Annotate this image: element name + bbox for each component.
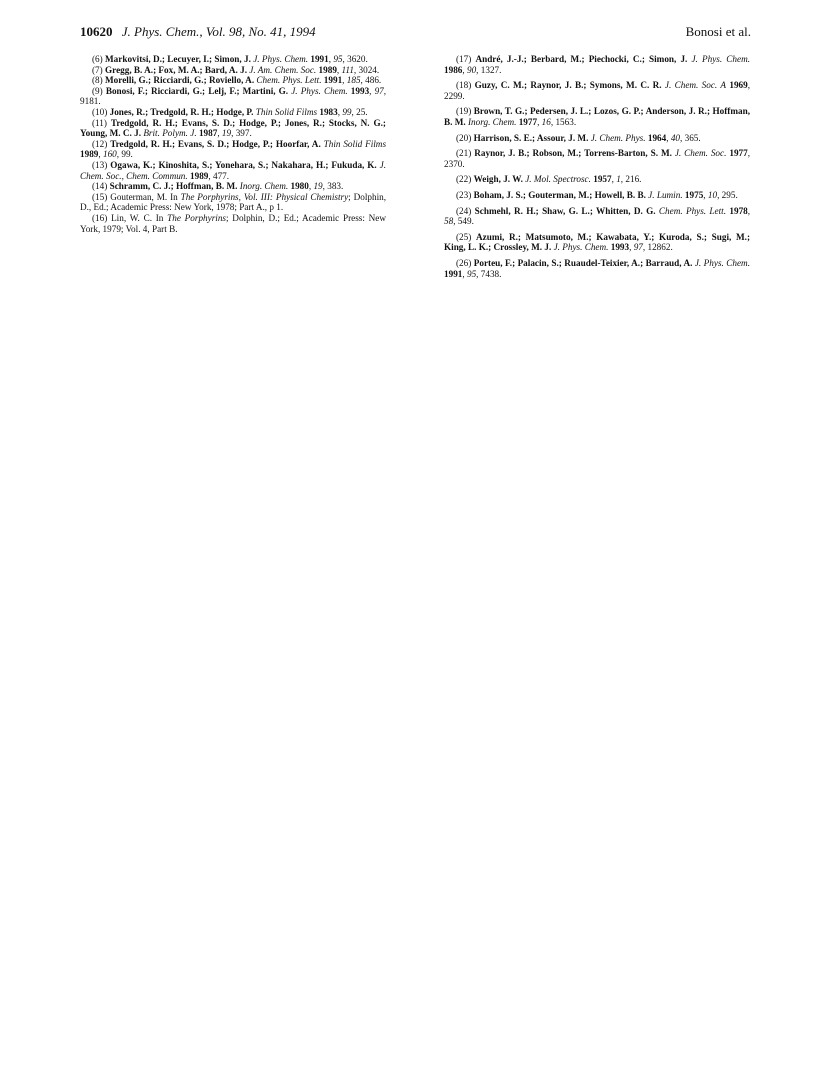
reference-volume: 58: [444, 216, 454, 227]
reference-pages: 9181.: [80, 96, 101, 107]
reference-pages: 3620.: [347, 54, 368, 64]
reference-number: (18): [456, 80, 472, 91]
reference-number: (11): [92, 117, 107, 128]
reference-number: (23): [456, 189, 472, 200]
reference-year: 1964: [647, 132, 667, 143]
reference-pages: 12862.: [647, 242, 673, 253]
reference-volume: 160: [102, 149, 117, 160]
reference-number: (26): [456, 257, 472, 268]
reference-number: (9): [92, 85, 103, 96]
reference-number: (17): [456, 54, 472, 64]
reference-authors: Boham, J. S.; Gouterman, M.; Howell, B. B.: [473, 189, 646, 200]
reference-journal: J. Phys. Chem.: [694, 257, 750, 268]
reference-entry: [80, 213, 386, 234]
reference-entry: (26) Porteu, F.; Palacin, S.; Ruaudel-Teixier, A.; Barraud, A. J. Phys. Chem. 1991, 95, 7438.: [444, 257, 750, 279]
reference-entry: (13) Ogawa, K.; Kinoshita, S.; Yonehara, S.; Nakahara, H.; Fukuda, K. J. Chem. Soc., Chem. Commun. 1989, 477.: [80, 159, 387, 181]
reference-authors: Porteu, F.; Palacin, S.; Ruaudel-Teixier, A.; Barraud, A.: [473, 257, 693, 268]
reference-number: (24): [456, 205, 472, 216]
references-right-column: [444, 54, 750, 284]
reference-volume: 19: [221, 128, 232, 139]
reference-number: (19): [456, 106, 472, 117]
reference-entry: (23) Boham, J. S.; Gouterman, M.; Howell, B. B. J. Lumin. 1975, 10, 295.: [456, 189, 738, 200]
reference-entry: (11) Tredgold, R. H.; Evans, S. D.; Hodge, P.; Jones, R.; Stocks, N. G.; Young, M. C. J. Brit. Polym. J. 1987, 19, 397.: [80, 117, 386, 139]
reference-year: 1977: [729, 148, 748, 159]
reference-year: 1991: [310, 54, 329, 64]
reference-pages: 383.: [327, 181, 344, 192]
reference-entry: (19) Brown, T. G.; Pedersen, J. L.; Lozos, G. P.; Anderson, J. R.; Hoffman, B. M. Inorg. Chem. 1977, 16, 1563.: [444, 106, 751, 127]
reference-volume: 90: [466, 64, 477, 75]
reference-volume: 95: [333, 54, 343, 64]
reference-journal: J. Chem. Soc.: [674, 148, 727, 159]
reference-authors: Jones, R.; Tredgold, R. H.; Hodge, P.: [109, 106, 254, 117]
reference-entry: (22) Weigh, J. W. J. Mol. Spectrosc. 1957, 1, 216.: [456, 174, 642, 185]
reference-year: 1991: [444, 268, 463, 279]
reference-volume: 97: [633, 242, 643, 253]
reference-number: (15): [92, 191, 108, 202]
reference-year: 1978: [729, 205, 748, 216]
reference-pages: 7438.: [480, 268, 502, 279]
reference-volume: 111: [341, 64, 354, 75]
reference-entry: (8) Morelli, G.; Ricciardi, G.; Roviello, A. Chem. Phys. Lett. 1991, 185, 486.: [92, 75, 382, 86]
reference-authors: Brown, T. G.; Pedersen, J. L.; Lozos, G. P.; Anderson, J. R.; Hoffman, B. M.: [444, 106, 751, 127]
page-number: 10620: [80, 24, 113, 39]
reference-number: (14): [92, 181, 108, 192]
reference-pages: 216.: [625, 174, 642, 185]
reference-entry: (14) Schramm, C. J.; Hoffman, B. M. Inorg. Chem. 1980, 19, 383.: [92, 181, 344, 192]
reference-journal: Chem. Phys. Lett.: [658, 205, 727, 216]
reference-journal: J. Phys. Chem.: [553, 242, 609, 253]
reference-entry: (18) Guzy, C. M.; Raynor, J. B.; Symons, M. C. R. J. Chem. Soc. A 1969, 2299.: [444, 80, 751, 101]
reference-volume: 16: [541, 116, 551, 127]
header-left: [80, 24, 316, 40]
reference-journal: J. Chem. Phys.: [590, 132, 646, 143]
reference-journal: J. Chem. Soc., Chem. Commun.: [80, 159, 387, 181]
reference-authors: Bonosi, F.; Ricciardi, G.; Lelj, F.; Martini, G.: [105, 85, 289, 96]
reference-entry: (24) Schmehl, R. H.; Shaw, G. L.; Whitten, D. G. Chem. Phys. Lett. 1978, 58, 549.: [444, 205, 751, 227]
reference-number: (22): [456, 174, 472, 185]
reference-pages: 2370.: [444, 158, 465, 169]
reference-journal: J. Phys. Chem.: [253, 54, 309, 64]
reference-authors: Morelli, G.; Ricciardi, G.; Roviello, A.: [105, 75, 255, 86]
reference-authors: Tredgold, R. H.; Evans, S. D.; Hodge, P.; Jones, R.; Stocks, N. G.; Young, M. C. J.: [80, 117, 386, 139]
reference-pages: 365.: [684, 132, 701, 143]
reference-volume: 10: [707, 189, 718, 200]
reference-journal: J. Phys. Chem.: [291, 85, 348, 96]
reference-pages: 2299.: [444, 90, 465, 101]
reference-number: (16): [92, 212, 108, 223]
reference-year: 1991: [323, 75, 343, 86]
reference-entry: (9) Bonosi, F.; Ricciardi, G.; Lelj, F.; Martini, G. J. Phys. Chem. 1993, 97, 9181.: [80, 85, 387, 107]
reference-year: 1989: [318, 64, 337, 75]
reference-volume: 40: [670, 132, 680, 143]
reference-pages: 295.: [721, 189, 738, 200]
reference-number: (8): [92, 75, 103, 86]
reference-entry: (17) André, J.-J.; Berbard, M.; Piechocki, C.; Simon, J. J. Phys. Chem. 1986, 90, 1327.: [444, 54, 751, 75]
reference-pages: 549.: [457, 216, 474, 227]
reference-pages: 25.: [356, 106, 368, 117]
reference-year: 1986: [444, 64, 463, 75]
reference-year: 1993: [350, 85, 370, 96]
reference-authors: Raynor, J. B.; Robson, M.; Torrens-Barton, S. M.: [474, 148, 672, 159]
reference-authors: Ogawa, K.; Kinoshita, S.; Yonehara, S.; Nakahara, H.; Fukuda, K.: [110, 159, 377, 170]
reference-authors: Azumi, R.; Matsumoto, M.; Kawabata, Y.; Kuroda, S.; Sugi, M.; King, L. K.; Crossley, M. J.: [444, 231, 751, 253]
reference-authors: Schmehl, R. H.; Shaw, G. L.; Whitten, D. G.: [474, 205, 656, 216]
reference-pages: 397.: [235, 128, 252, 139]
reference-journal: Chem. Phys. Lett.: [256, 75, 322, 86]
running-author: Bonosi et al.: [685, 24, 751, 39]
reference-entry: (7) Gregg, B. A.; Fox, M. A.; Bard, A. J. J. Am. Chem. Soc. 1989, 111, 3024.: [92, 64, 380, 75]
reference-entry: (12) Tredgold, R. H.; Evans, S. D.; Hodge, P.; Hoorfar, A. Thin Solid Films 1989, 160, 99.: [80, 138, 387, 160]
reference-year: 1989: [80, 149, 99, 160]
journal-citation: J. Phys. Chem., Vol. 98, No. 41, 1994: [121, 24, 316, 39]
reference-volume: 1: [616, 174, 621, 185]
reference-volume: 19: [313, 181, 323, 192]
reference-authors: Tredgold, R. H.; Evans, S. D.; Hodge, P.; Hoorfar, A.: [110, 138, 321, 149]
reference-journal: J. Lumin.: [648, 189, 683, 200]
reference-entry: [80, 192, 386, 213]
reference-pages: 3024.: [358, 64, 380, 75]
reference-entry: (10) Jones, R.; Tredgold, R. H.; Hodge, P. Thin Solid Films 1983, 99, 25.: [92, 106, 368, 117]
reference-year: 1993: [610, 242, 630, 253]
reference-year: 1987: [198, 128, 218, 139]
reference-year: 1957: [593, 174, 612, 185]
reference-text: ; Dolphin, D.; Ed.; Academic Press: New York, 1979; Vol. 4, Part B.: [80, 212, 387, 234]
reference-number: (7): [92, 64, 103, 75]
reference-authors: Guzy, C. M.; Raynor, J. B.; Symons, M. C. R.: [474, 80, 662, 91]
reference-number: (10): [92, 106, 108, 117]
reference-volume: 99: [342, 106, 352, 117]
reference-journal: J. Am. Chem. Soc.: [249, 64, 317, 75]
reference-pages: 486.: [365, 75, 382, 86]
reference-number: (25): [456, 231, 472, 242]
reference-journal: Inorg. Chem.: [239, 181, 289, 192]
reference-year: 1975: [684, 189, 704, 200]
reference-number: (20): [456, 132, 472, 143]
reference-authors: André, J.-J.; Berbard, M.; Piechocki, C.; Simon, J.: [475, 54, 688, 64]
reference-text: Gouterman, M. In: [110, 191, 178, 202]
reference-journal: J. Mol. Spectrosc.: [525, 174, 591, 185]
reference-entry: (25) Azumi, R.; Matsumoto, M.; Kawabata, Y.; Kuroda, S.; Sugi, M.; King, L. K.; Crossley, M. J. J. Phys. Chem. 1993, 97, 12862.: [444, 231, 751, 253]
reference-pages: 1327.: [480, 64, 502, 75]
reference-volume: 97: [374, 85, 384, 96]
reference-entry: (21) Raynor, J. B.; Robson, M.; Torrens-Barton, S. M. J. Chem. Soc. 1977, 2370.: [444, 148, 751, 169]
reference-entry: (20) Harrison, S. E.; Assour, J. M. J. Chem. Phys. 1964, 40, 365.: [456, 132, 701, 143]
reference-pages: 1563.: [555, 116, 577, 127]
reference-book-title: The Porphyrins: [167, 212, 227, 223]
reference-year: 1980: [290, 181, 309, 192]
reference-number: (13): [92, 159, 108, 170]
references-left-column: [80, 54, 386, 234]
reference-volume: 185: [346, 75, 361, 86]
reference-text: ; Dolphin, D., Ed.; Academic Press: New York, 1978; Part A., p 1.: [80, 191, 387, 213]
reference-authors: Harrison, S. E.; Assour, J. M.: [473, 132, 589, 143]
reference-journal: Thin Solid Films: [255, 106, 318, 117]
reference-journal: J. Chem. Soc. A: [664, 80, 727, 91]
reference-authors: Gregg, B. A.; Fox, M. A.; Bard, A. J.: [105, 64, 247, 75]
reference-year: 1977: [518, 116, 538, 127]
reference-book-title: The Porphyrins, Vol. III: Physical Chemistry: [180, 191, 349, 202]
reference-number: (6): [92, 54, 103, 64]
reference-journal: Brit. Polym. J.: [143, 128, 197, 139]
reference-entry: (6) Markovitsi, D.; Lecuyer, I.; Simon, J. J. Phys. Chem. 1991, 95, 3620.: [92, 54, 368, 64]
reference-year: 1983: [319, 106, 338, 117]
reference-year: 1989: [190, 170, 209, 181]
reference-journal: Thin Solid Films: [323, 138, 387, 149]
reference-number: (12): [92, 138, 108, 149]
reference-journal: J. Phys. Chem.: [691, 54, 751, 64]
reference-journal: Inorg. Chem.: [468, 116, 517, 127]
reference-authors: Markovitsi, D.; Lecuyer, I.; Simon, J.: [105, 54, 251, 64]
reference-pages: 99.: [121, 149, 133, 160]
reference-volume: 95: [466, 268, 477, 279]
reference-authors: Weigh, J. W.: [473, 174, 523, 185]
reference-text: Lin, W. C. In: [111, 212, 164, 223]
reference-year: 1969: [729, 80, 748, 91]
reference-authors: Schramm, C. J.; Hoffman, B. M.: [109, 181, 238, 192]
reference-pages: 477.: [212, 170, 230, 181]
reference-number: (21): [456, 148, 472, 159]
page-header: [80, 24, 751, 44]
